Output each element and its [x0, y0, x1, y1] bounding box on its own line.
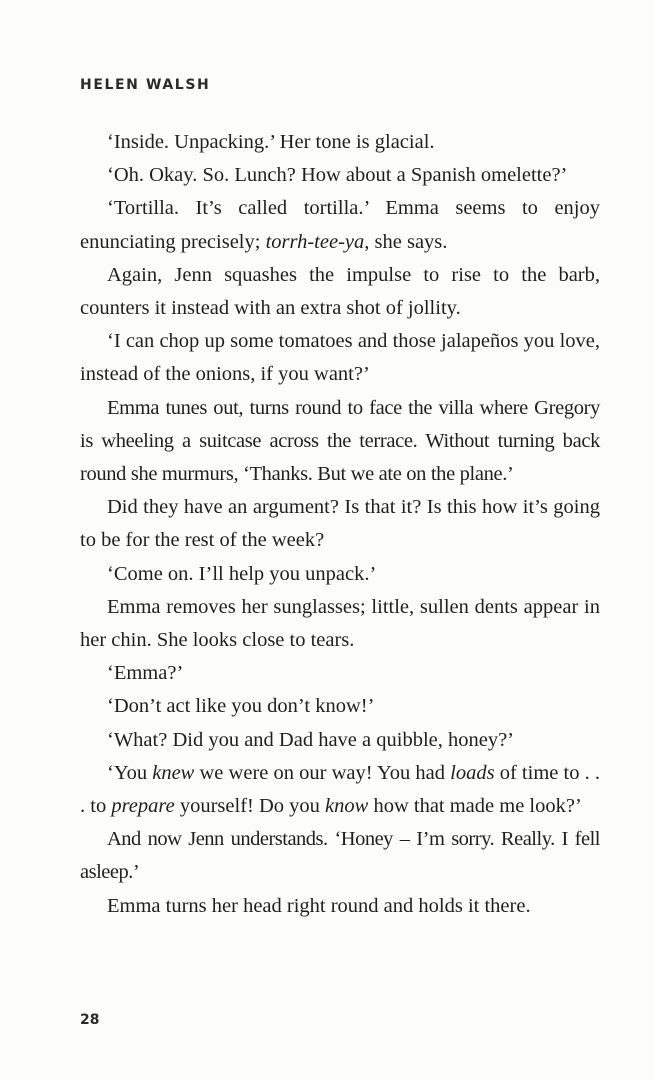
text-run: ‘What? Did you and Dad have a quibble, honey?’ — [107, 728, 515, 751]
text-run: ‘Inside. Unpacking.’ Her tone is glacial. — [107, 131, 435, 153]
text-run: ‘Don’t act like you don’t know!’ — [107, 695, 375, 718]
paragraph — [80, 591, 600, 657]
paragraph — [80, 159, 600, 192]
italic-text: torrh-tee-ya — [265, 230, 365, 253]
text-run: of time to . . . to — [80, 761, 600, 818]
text-run: And now Jenn understands. ‘Honey – I’m sorry. Really. I fell asleep.’ — [80, 828, 600, 884]
text-run: ‘Emma?’ — [107, 662, 184, 685]
paragraph — [80, 392, 600, 492]
paragraph — [80, 724, 600, 757]
paragraph — [80, 823, 600, 889]
text-run: Emma removes her sunglasses; little, sullen dents appear in her chin. She looks close to tears. — [80, 595, 600, 652]
text-run: ‘Tortilla. It’s called tortilla.’ Emma seems to enjoy enunciating precisely; — [80, 197, 600, 253]
text-run: we were on our way! You had — [194, 761, 451, 784]
paragraph — [80, 890, 600, 923]
paragraph — [80, 690, 600, 723]
text-run: yourself! Do you — [174, 795, 326, 818]
paragraph — [80, 259, 600, 325]
text-run: , she says. — [364, 230, 448, 253]
text-run: ‘You — [107, 761, 153, 784]
body-text — [80, 126, 600, 923]
paragraph — [80, 325, 600, 391]
paragraph — [80, 757, 600, 823]
italic-text: know — [325, 795, 369, 818]
italic-text: prepare — [111, 795, 175, 818]
paragraph — [80, 192, 600, 258]
paragraph — [80, 126, 600, 159]
paragraph — [80, 558, 600, 591]
italic-text: knew — [152, 761, 195, 784]
text-run: ‘Oh. Okay. So. Lunch? How about a Spanish omelette?’ — [107, 164, 568, 187]
paragraph — [80, 657, 600, 690]
text-run: how that made me look?’ — [368, 795, 582, 818]
italic-text: loads — [450, 761, 495, 784]
paragraph — [80, 491, 600, 557]
text-run: ‘Come on. I’ll help you unpack.’ — [107, 562, 377, 585]
running-head: HELEN WALSH — [80, 77, 211, 93]
text-run: Emma turns her head right round and holds it there. — [107, 894, 531, 917]
text-run: Again, Jenn squashes the impulse to rise to the barb, counters it instead with an extra shot of jollity. — [80, 263, 600, 320]
text-run: ‘I can chop up some tomatoes and those jalapeños you love, instead of the onions, if you want?’ — [80, 330, 600, 386]
text-run: Did they have an argument? Is that it? Is this how it’s going to be for the rest of the week? — [80, 496, 600, 552]
page-number: 28 — [80, 1012, 100, 1028]
text-run: Emma tunes out, turns round to face the villa where Gregory is wheeling a suitcase across the terrace. Without turning back round she murmurs, ‘Thanks. But we ate on the plane.’ — [80, 396, 600, 486]
